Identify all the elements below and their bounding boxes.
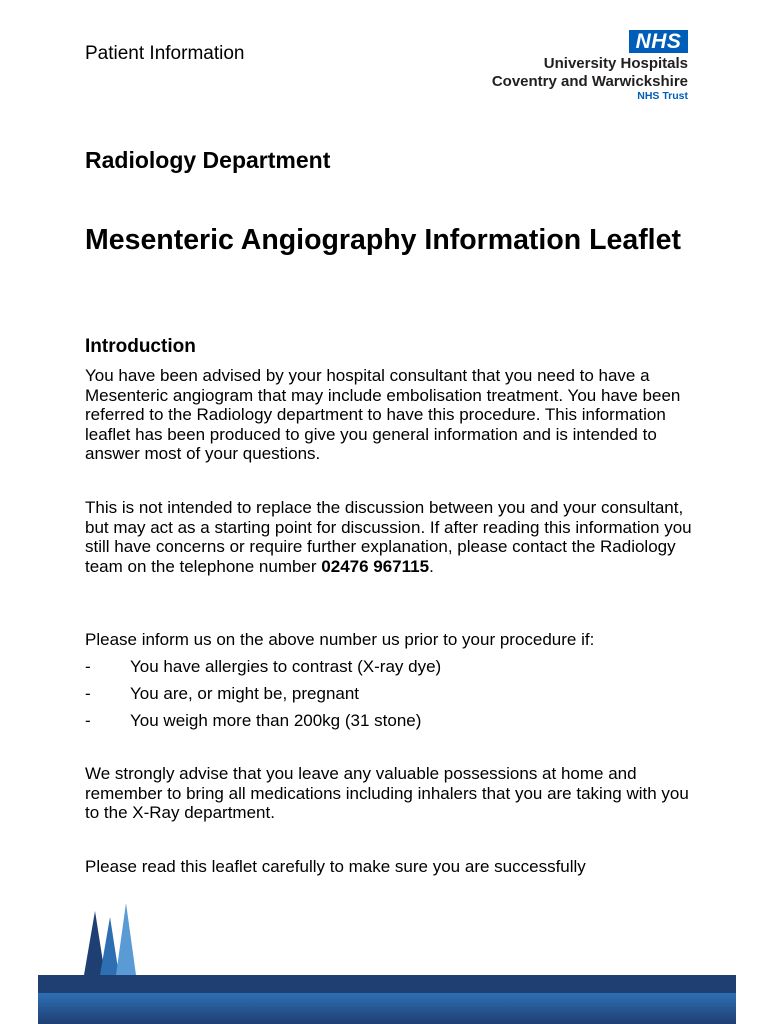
nhs-trust-logo	[470, 30, 690, 105]
nhs-badge: NHS	[629, 30, 688, 53]
spire-shape	[100, 917, 119, 975]
conditions-list	[85, 657, 441, 738]
intro-paragraph-2	[85, 498, 695, 576]
phone-number: 02476 967115	[321, 556, 430, 576]
list-item	[85, 684, 441, 711]
intro-paragraph-3: Please inform us on the above number us prior to your procedure if:	[85, 630, 595, 649]
logo-line-2: Coventry and Warwickshire	[491, 73, 688, 90]
logo-line-1: University Hospitals	[543, 55, 688, 72]
department-heading: Radiology Department	[85, 147, 331, 173]
paragraph-2-end: .	[429, 556, 434, 576]
intro-paragraph-5: Please read this leaflet carefully to make sure you are successfully	[85, 857, 586, 876]
page-title: Mesenteric Angiography Information Leaflet	[85, 224, 681, 256]
footer-band	[38, 975, 736, 993]
list-item	[85, 711, 441, 738]
bullet-dash: -	[85, 684, 91, 703]
footer-band-light	[38, 993, 736, 1024]
list-item-text: You have allergies to contrast (X-ray dye)	[130, 657, 442, 676]
patient-information-label: Patient Information	[85, 43, 245, 64]
spire-shape	[116, 903, 136, 975]
list-item-text: You weigh more than 200kg (31 stone)	[130, 711, 422, 730]
intro-paragraph-4: We strongly advise that you leave any valuable possessions at home and remember to bring all medications including inhalers that you are taking with you to the X-Ray department.	[85, 764, 689, 822]
list-item	[85, 657, 441, 684]
footer-spires-graphic	[0, 895, 768, 1024]
logo-line-3: NHS Trust	[637, 90, 688, 102]
bullet-dash: -	[85, 711, 91, 730]
list-item-text: You are, or might be, pregnant	[130, 684, 360, 703]
bullet-dash: -	[85, 657, 91, 676]
intro-paragraph-1: You have been advised by your hospital consultant that you need to have a Mesenteric angiogram that may include embolisation treatment. You have been referred to the Radiology department to have this procedure. This information leaflet has been produced to give you general information and is intended to answer most of your questions.	[85, 366, 681, 463]
paragraph-2-text: This is not intended to replace the discussion between you and your consultant, but may act as a starting point for discussion. If after reading this information you still have concerns or require further explanation, please contact the Radiology team on the telephone number	[85, 498, 692, 576]
introduction-heading: Introduction	[85, 336, 196, 357]
